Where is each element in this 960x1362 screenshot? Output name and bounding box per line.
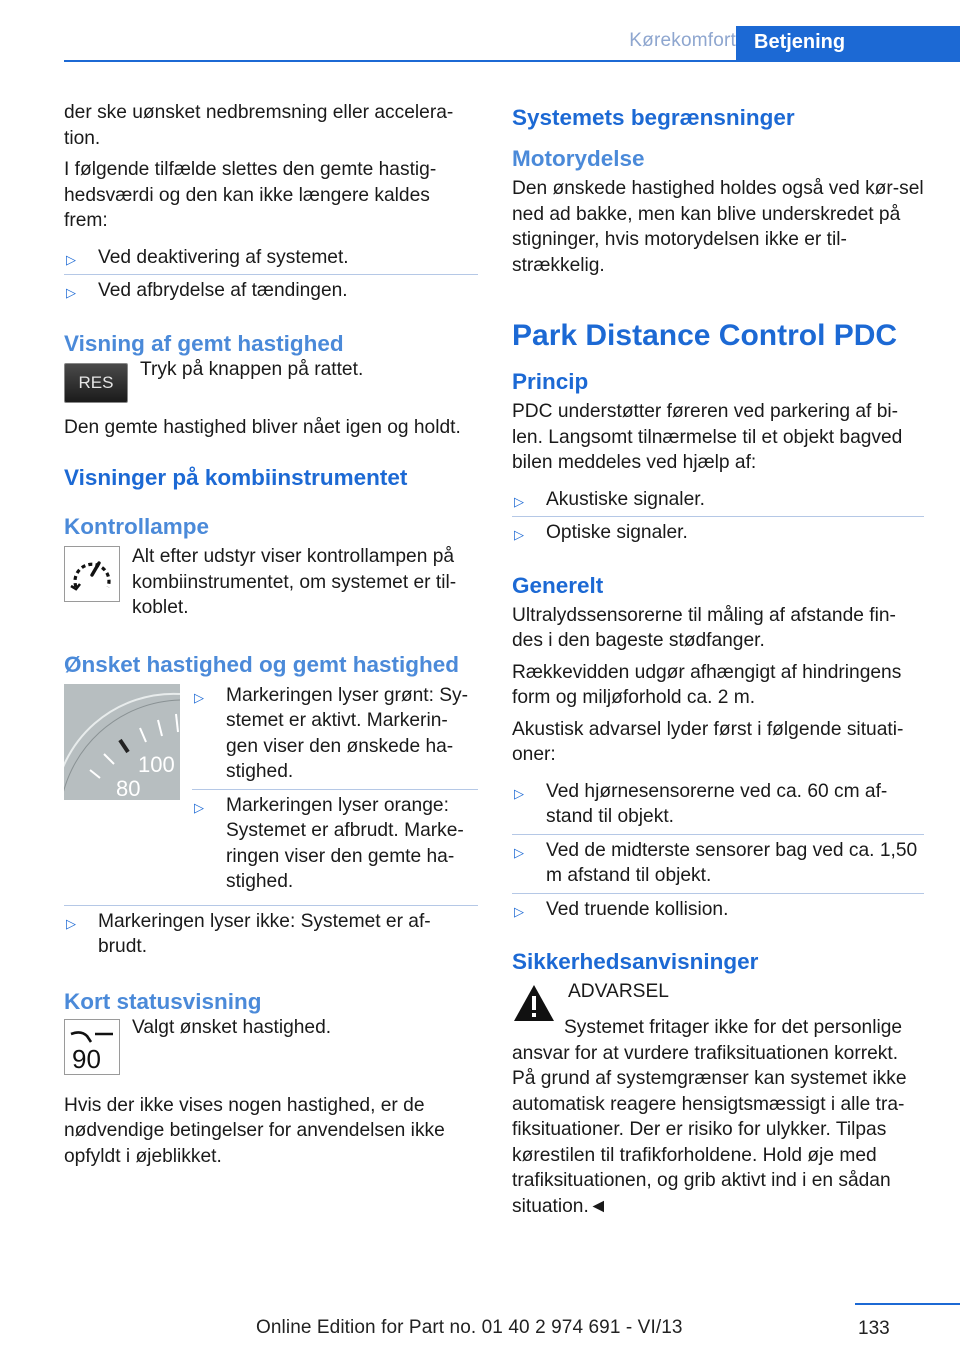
triangle-bullet-icon: ▷ <box>514 785 524 801</box>
edition-note: Online Edition for Part no. 01 40 2 974 691 - VI/13 <box>256 1317 683 1338</box>
triangle-bullet-icon: ▷ <box>514 527 524 542</box>
triangle-bullet-icon: ▷ <box>66 285 76 300</box>
paragraph: Hvis der ikke vises nogen hastighed, er de nødvendige betingelser for anvendelsen ikke opfyldt i øjeblikket. <box>64 1094 445 1167</box>
speed-display-icon <box>64 1019 120 1075</box>
subsection-heading: Kontrollampe <box>64 514 210 539</box>
paragraph: Den ønskede hastighed holdes også ved kør‐sel ned ad bakke, men kan blive underskredet på stigninger, hvis motorydelsen ikke er til‐strækkelig. <box>512 178 924 276</box>
gauge-label-80: 80 <box>116 775 141 800</box>
triangle-bullet-icon: ▷ <box>514 493 524 509</box>
kort-text: Valgt ønsket hastighed. <box>132 1016 332 1038</box>
cruise-control-lamp-icon <box>64 546 120 602</box>
bullet-list <box>192 680 478 899</box>
gauge-label-100: 100 <box>138 751 175 777</box>
warning-title: ADVARSEL <box>568 981 669 1002</box>
header-section: Kørekomfort <box>629 30 736 51</box>
speed-value: 90 <box>72 1043 101 1074</box>
paragraph: der ske uønsket nedbremsning eller accelera‐tion. <box>64 102 454 149</box>
footer-rule <box>855 1303 960 1305</box>
triangle-bullet-icon: ▷ <box>66 251 76 267</box>
chapter-heading: Park Distance Control PDC <box>512 319 898 352</box>
list-item: ▷ Ved de midterste sensorer bag ved ca. 1,50 m afstand til objekt. <box>512 834 924 893</box>
list-item: ▷ Optiske signaler. <box>512 516 924 550</box>
list-item: ▷ Akustiske signaler. <box>512 484 924 517</box>
paragraph: Ultralydssensorerne til måling af afstande fin‐des i den bageste stødfanger. <box>512 604 896 651</box>
list-item: ▷ Markeringen lyser grønt: Sy‐stemet er aktivt. Markerin‐gen viser den ønskede ha‐stighed. <box>194 684 469 782</box>
subsection-heading: Kort statusvisning <box>64 988 262 1014</box>
page-header <box>64 26 960 62</box>
bullet-list <box>64 905 478 964</box>
kort-block <box>64 1016 478 1075</box>
bullet-list <box>64 242 478 308</box>
list-item: ▷ Ved truende kollision. <box>512 893 924 927</box>
paragraph: I følgende tilfælde slettes den gemte hastig‐hedsværdi og den kan ikke længere kaldes frem: <box>64 159 437 231</box>
triangle-bullet-icon: ▷ <box>194 689 204 705</box>
list-item: ▷ Markeringen lyser ikke: Systemet er af‐brudt. <box>66 910 431 957</box>
paragraph: Rækkevidden udgør afhængigt af hindringens form og miljøforhold ca. 2 m. <box>512 661 902 708</box>
left-column <box>64 100 478 1175</box>
res-text: Tryk på knappen på rattet. <box>140 358 364 380</box>
kontrol-text: Alt efter udstyr viser kontrollampen på kombiinstrumentet, om systemet er til‐koblet. <box>132 546 457 618</box>
res-button-icon: RES <box>64 363 128 403</box>
section-heading: Systemets begrænsninger <box>512 105 795 130</box>
triangle-bullet-icon: ▷ <box>194 799 204 815</box>
kontrol-block <box>64 544 478 621</box>
paragraph: Den gemte hastighed bliver nået igen og holdt. <box>64 416 461 438</box>
triangle-bullet-icon: ▷ <box>514 903 524 919</box>
bullet-list <box>512 484 924 550</box>
section-heading: Princip <box>512 369 589 394</box>
gauge-block <box>64 684 478 905</box>
res-block <box>64 358 478 403</box>
warning-triangle-icon <box>512 983 556 1023</box>
subsection-heading: Ønsket hastighed og gemt hastighed <box>64 651 460 677</box>
triangle-bullet-icon: ▷ <box>514 844 524 860</box>
list-item: ▷ Ved deaktivering af systemet. <box>64 242 478 275</box>
bullet-list <box>512 776 924 927</box>
section-heading: Visning af gemt hastighed <box>64 330 344 356</box>
subsection-heading: Motorydelse <box>512 146 645 171</box>
paragraph: Akustisk advarsel lyder først i følgende situati‐oner: <box>512 718 904 765</box>
warning-block <box>512 983 924 1219</box>
warning-text: Systemet fritager ikke for det personlige ansvar for at vurdere trafiksituationen korrekt. På grund af systemgrænser kan systemet ikke automatisk reagere hensigtsmæssigt i alle tra‐fiksituationer. Der er risiko for ulykker. Tilpas kørestilen til trafikforholdene. Hold øje med trafiksituationen, og grib aktivt ind i en sådan situation.◄ <box>512 1017 907 1217</box>
triangle-bullet-icon: ▷ <box>66 915 76 931</box>
section-heading: Visninger på kombiinstrumentet <box>64 465 408 490</box>
list-item: ▷ Markeringen lyser orange: Systemet er afbrudt. Marke‐ringen viser den gemte ha‐stighed. <box>192 789 478 899</box>
list-item: ▷ Ved hjørnesensorerne ved ca. 60 cm af‐stand til objekt. <box>514 780 888 827</box>
header-chapter: Betjening <box>736 26 960 62</box>
section-heading: Generelt <box>512 572 604 598</box>
section-heading: Sikkerhedsanvisninger <box>512 949 759 974</box>
right-column <box>512 100 924 1225</box>
speedometer-image <box>64 684 180 800</box>
list-item: ▷ Ved afbrydelse af tændingen. <box>64 274 478 308</box>
page-number: 133 <box>858 1318 890 1339</box>
paragraph: PDC understøtter føreren ved parkering af bi‐len. Langsomt tilnærmelse til et objekt bagved bilen meddeles ved hjælp af: <box>512 401 903 473</box>
